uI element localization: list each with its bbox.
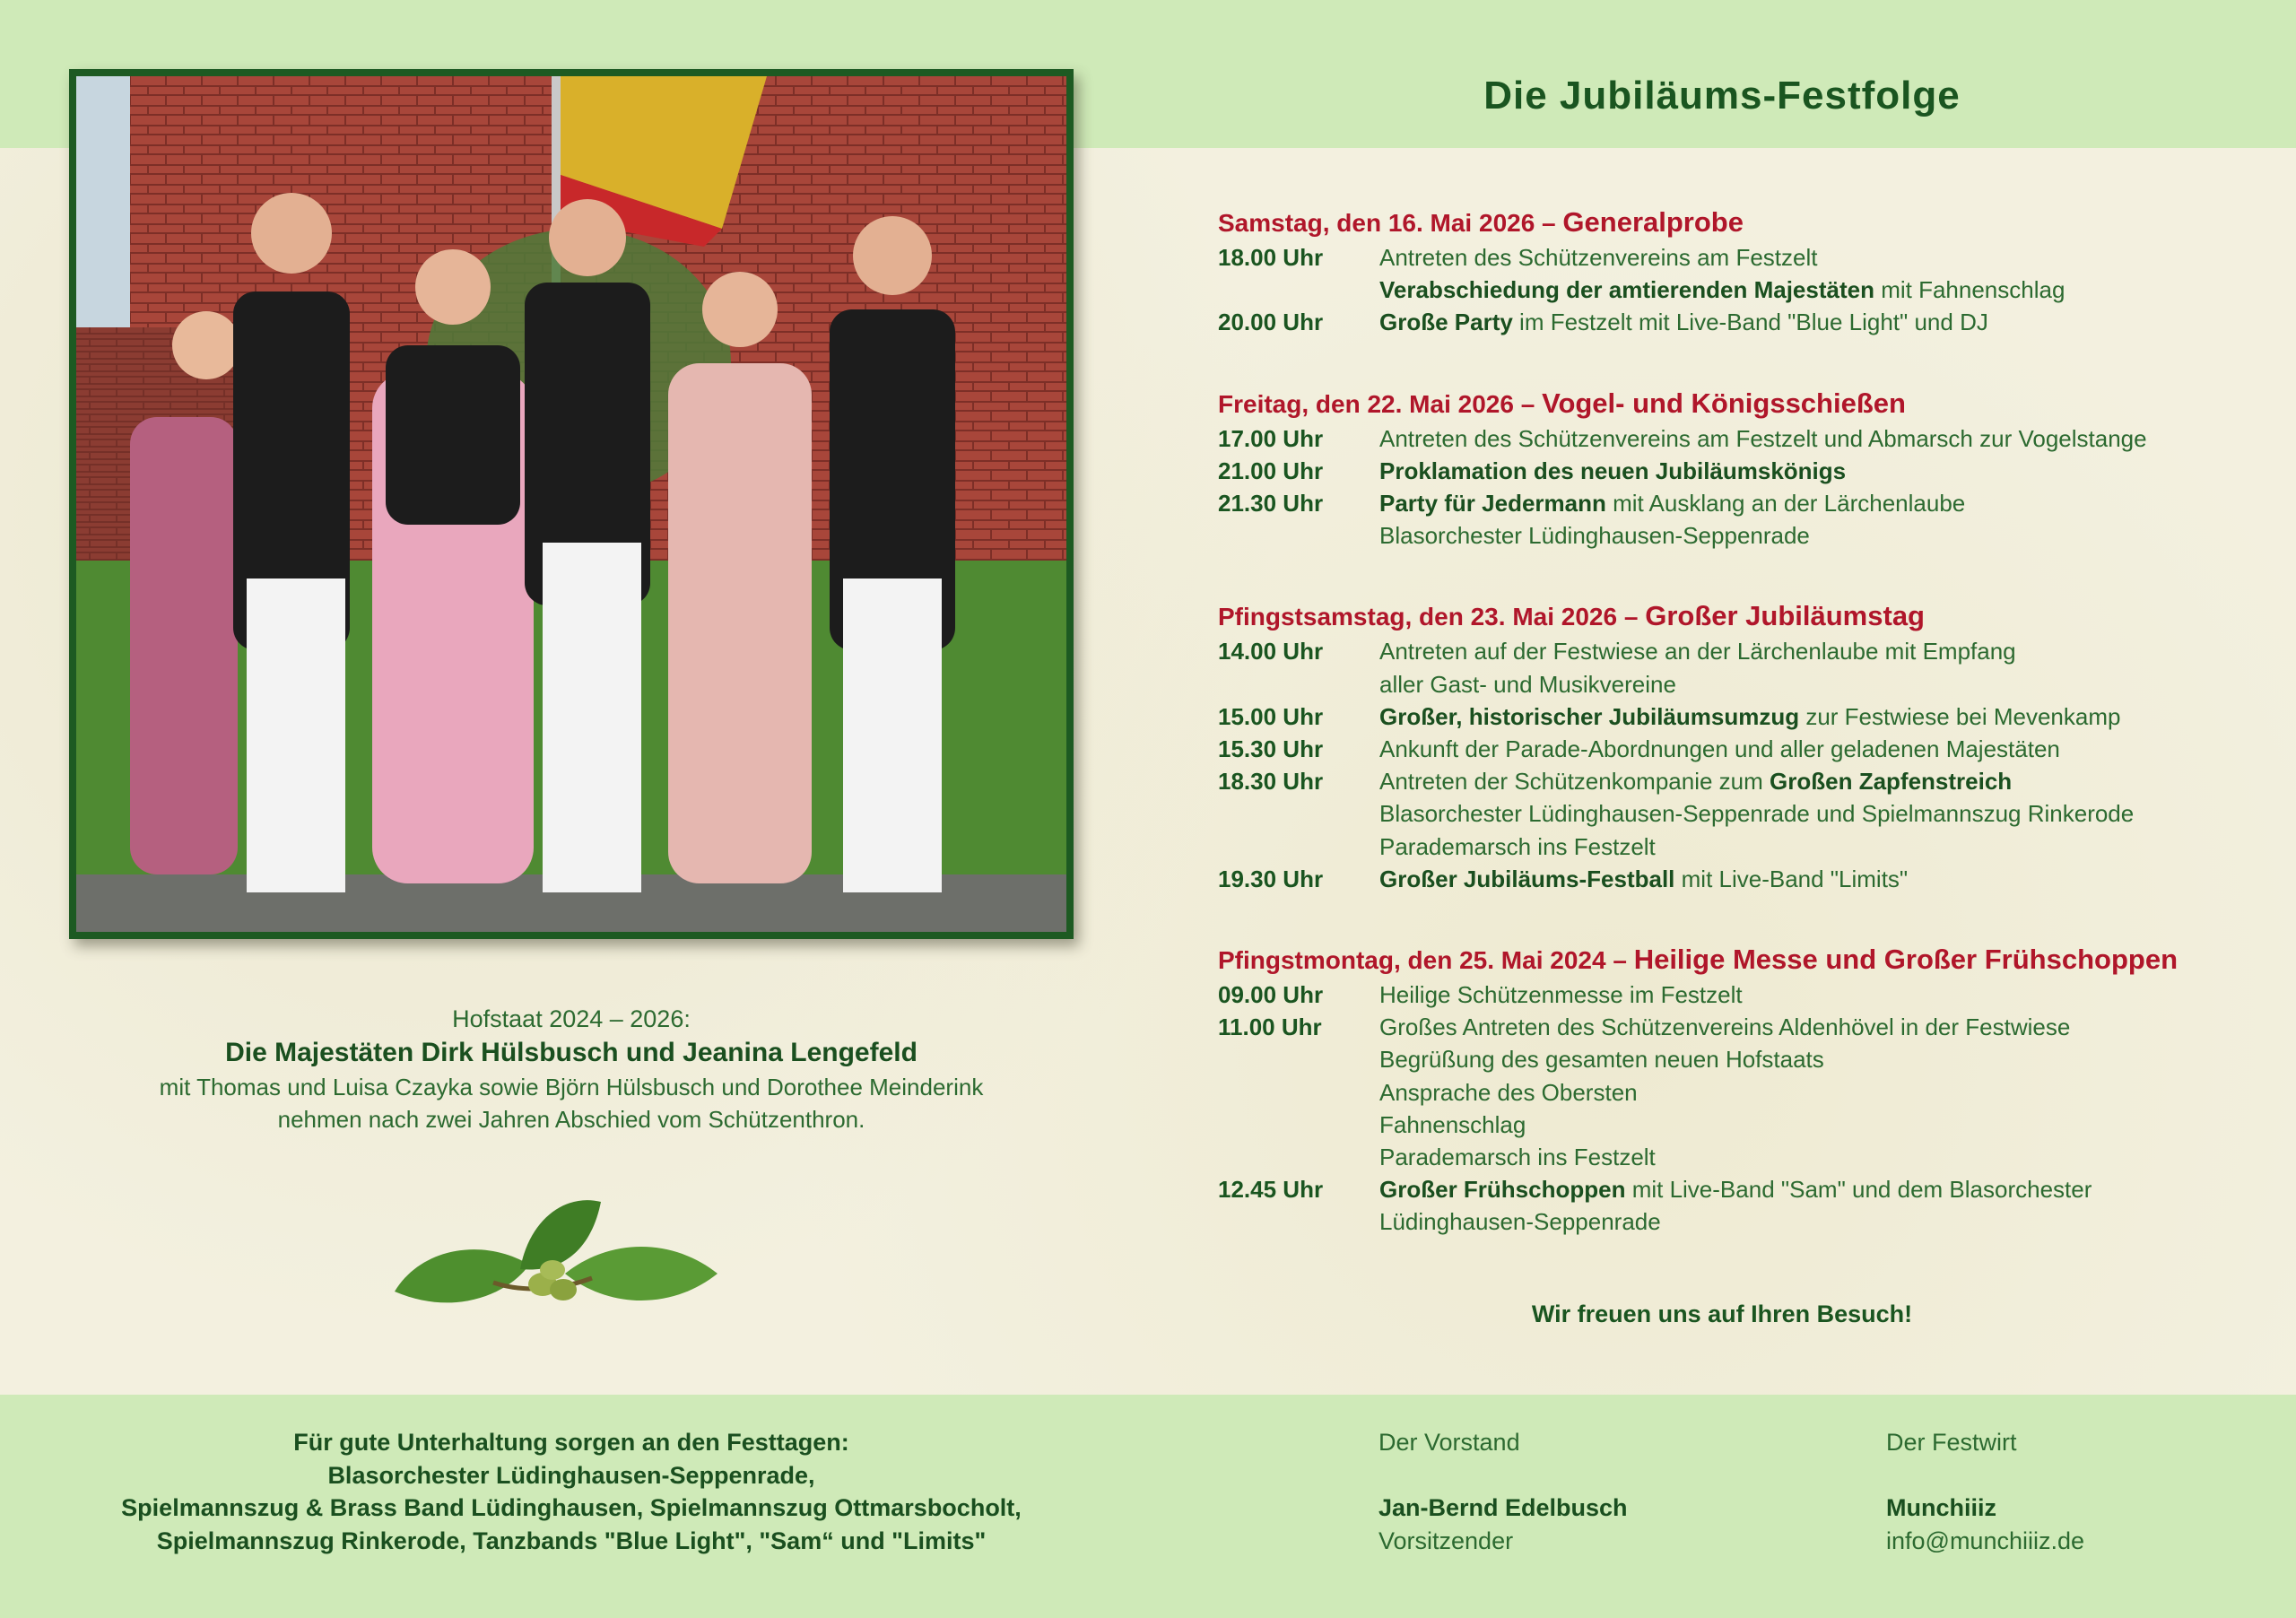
event-description [1379, 765, 2012, 797]
event-highlight: Große Party [1379, 309, 1513, 336]
thanks-note: Wir freuen uns auf Ihren Besuch! [1531, 1300, 1913, 1327]
schedule-row [1218, 979, 2276, 1011]
event-text: im Festzelt mit Live-Band "Blue Light" und DJ [1512, 309, 1988, 336]
event-text: Fahnenschlag [1379, 1110, 1526, 1138]
schedule-day [1218, 204, 2276, 339]
schedule-row [1218, 1205, 2276, 1238]
caption-court-members: mit Thomas und Luisa Czayka sowie Björn Hülsbusch und Dorothee Meinderink [159, 1074, 984, 1100]
schedule-row [1218, 274, 2276, 306]
schedule-row [1218, 241, 2276, 274]
event-text: mit Ausklang an der Lärchenlaube [1605, 490, 1966, 518]
schedule-row [1218, 1109, 2276, 1141]
event-description [1379, 455, 1846, 487]
schedule-row [1218, 1173, 2276, 1205]
schedule-row [1218, 863, 2276, 895]
host-role: Der Festwirt [1886, 1429, 2017, 1456]
schedule-row [1218, 1011, 2276, 1043]
event-text: zur Festwiese bei Mevenkamp [1799, 702, 2121, 730]
schedule-day [1218, 942, 2276, 1239]
event-time [1218, 274, 1379, 306]
credits-line: Spielmannszug Rinkerode, Tanzbands "Blue Light", "Sam“ und "Limits" [156, 1527, 987, 1554]
day-date: Pfingstsamstag, den 23. Mai 2026 – [1218, 603, 1639, 631]
caption-heading: Hofstaat 2024 – 2026: [452, 1005, 691, 1032]
event-description [1379, 241, 1817, 274]
schedule-day [1218, 598, 2276, 895]
event-time [1218, 1205, 1379, 1238]
oak-leaves-icon [386, 1184, 726, 1336]
event-description [1379, 1076, 1638, 1109]
event-time [1218, 668, 1379, 700]
event-text: Blasorchester Lüdinghausen-Seppenrade [1379, 522, 1810, 550]
event-time: 09.00 Uhr [1218, 981, 1324, 1009]
event-description [1379, 519, 1810, 552]
event-description [1379, 1109, 1526, 1141]
event-time [1218, 519, 1379, 552]
event-time: 18.00 Uhr [1218, 244, 1324, 271]
schedule-row [1218, 422, 2276, 455]
event-time [1218, 831, 1379, 863]
event-description [1379, 422, 2147, 455]
event-description [1379, 797, 2134, 830]
event-text: Ansprache des Obersten [1379, 1078, 1638, 1106]
event-highlight: Verabschiedung der amtierenden Majestäten [1379, 276, 1874, 304]
schedule-row [1218, 700, 2276, 733]
host-name: Munchiiiz [1886, 1494, 1996, 1521]
event-description [1379, 1011, 2070, 1043]
court-photo-frame [69, 69, 1074, 939]
day-event: Generalprobe [1562, 206, 1744, 238]
schedule-row [1218, 765, 2276, 797]
event-highlight: Großer, historischer Jubiläumsumzug [1379, 702, 1800, 730]
event-time [1218, 1109, 1379, 1141]
event-text: Antreten der Schützenkompanie zum [1379, 768, 1770, 796]
day-event: Vogel- und Königsschießen [1542, 387, 1906, 419]
page-title: Die Jubiläums-Festfolge [1483, 74, 1961, 117]
event-highlight: Großer Frühschoppen [1379, 1176, 1626, 1204]
credits-line: Spielmannszug & Brass Band Lüdinghausen, Spielmannszug Ottmarsbocholt, [121, 1494, 1022, 1521]
event-description [1379, 487, 1965, 519]
event-time: 15.30 Uhr [1218, 735, 1324, 763]
schedule-row [1218, 1043, 2276, 1075]
event-text: Antreten des Schützenvereins am Festzelt [1379, 244, 1818, 271]
schedule-row [1218, 635, 2276, 667]
event-time [1218, 797, 1379, 830]
event-text: mit Live-Band "Limits" [1674, 865, 1909, 892]
day-heading [1218, 942, 2276, 979]
day-heading [1218, 598, 2276, 635]
event-description [1379, 1173, 2092, 1205]
event-text: mit Fahnenschlag [1874, 276, 2066, 304]
day-event: Großer Jubiläumstag [1645, 600, 1925, 632]
event-description [1379, 274, 2065, 306]
event-text: Antreten des Schützenvereins am Festzelt und Abmarsch zur Vogelstange [1379, 424, 2147, 452]
schedule-day [1218, 386, 2276, 552]
board-title: Vorsitzender [1378, 1527, 1514, 1554]
event-text: Lüdinghausen-Seppenrade [1379, 1208, 1661, 1236]
schedule-row [1218, 797, 2276, 830]
event-time: 21.30 Uhr [1218, 490, 1324, 518]
host-signature [1886, 1426, 2084, 1557]
event-highlight: Großen Zapfenstreich [1770, 768, 2013, 796]
schedule-row [1218, 487, 2276, 519]
day-heading [1218, 204, 2276, 241]
board-signature [1378, 1426, 1628, 1557]
host-email-link[interactable]: info@munchiiiz.de [1886, 1527, 2085, 1554]
board-role: Der Vorstand [1378, 1429, 1520, 1456]
credits-line: Blasorchester Lüdinghausen-Seppenrade, [327, 1461, 815, 1489]
schedule-row [1218, 831, 2276, 863]
schedule-row [1218, 306, 2276, 338]
event-description [1379, 1205, 1661, 1238]
event-time: 14.00 Uhr [1218, 638, 1324, 665]
caption-majesties: Die Majestäten Dirk Hülsbusch und Jeanina Lengefeld [225, 1038, 918, 1067]
event-description [1379, 733, 2060, 765]
board-name: Jan-Bernd Edelbusch [1378, 1494, 1628, 1521]
court-photo [76, 76, 1066, 932]
event-time: 17.00 Uhr [1218, 424, 1324, 452]
schedule-row [1218, 519, 2276, 552]
event-text: Parademarsch ins Festzelt [1379, 1144, 1656, 1171]
event-time: 15.00 Uhr [1218, 702, 1324, 730]
event-description [1379, 831, 1656, 863]
caption-farewell: nehmen nach zwei Jahren Abschied vom Schützenthron. [277, 1106, 865, 1133]
schedule-row [1218, 1141, 2276, 1173]
event-time: 21.00 Uhr [1218, 457, 1324, 484]
event-text: Ankunft der Parade-Abordnungen und aller geladenen Majestäten [1379, 735, 2060, 763]
schedule-row [1218, 455, 2276, 487]
schedule-row [1218, 1076, 2276, 1109]
schedule [1218, 204, 2276, 1285]
day-heading [1218, 386, 2276, 422]
day-event: Heilige Messe und Großer Frühschoppen [1633, 944, 2179, 976]
event-highlight: Party für Jedermann [1379, 490, 1606, 518]
event-time [1218, 1076, 1379, 1109]
event-description [1379, 863, 1908, 895]
entertainment-credits [69, 1426, 1074, 1557]
event-text: Parademarsch ins Festzelt [1379, 832, 1656, 860]
event-time: 18.30 Uhr [1218, 768, 1324, 796]
court-caption [69, 1003, 1074, 1135]
event-time: 19.30 Uhr [1218, 865, 1324, 892]
day-date: Pfingstmontag, den 25. Mai 2024 – [1218, 946, 1627, 975]
event-time: 12.45 Uhr [1218, 1176, 1324, 1204]
event-text: Begrüßung des gesamten neuen Hofstaats [1379, 1046, 1824, 1074]
event-time: 20.00 Uhr [1218, 309, 1324, 336]
event-highlight: Großer Jubiläums-Festball [1379, 865, 1675, 892]
event-time: 11.00 Uhr [1218, 1013, 1322, 1041]
day-date: Freitag, den 22. Mai 2026 – [1218, 389, 1535, 418]
event-highlight: Proklamation des neuen Jubiläumskönigs [1379, 457, 1847, 484]
event-time [1218, 1141, 1379, 1173]
event-description [1379, 700, 2120, 733]
event-text: Großes Antreten des Schützenvereins Aldenhövel in der Festwiese [1379, 1013, 2071, 1041]
event-text: mit Live-Band "Sam" und dem Blasorchester [1625, 1176, 2092, 1204]
event-time [1218, 1043, 1379, 1075]
event-description [1379, 979, 1743, 1011]
credits-line: Für gute Unterhaltung sorgen an den Festtagen: [293, 1429, 849, 1456]
event-description [1379, 1043, 1824, 1075]
event-description [1379, 1141, 1656, 1173]
schedule-row [1218, 668, 2276, 700]
event-text: Antreten auf der Festwiese an der Lärchenlaube mit Empfang [1379, 638, 2016, 665]
event-text: aller Gast- und Musikvereine [1379, 670, 1676, 698]
event-description [1379, 668, 1676, 700]
event-description [1379, 306, 1988, 338]
court-photo-illustration [76, 76, 1066, 932]
day-date: Samstag, den 16. Mai 2026 – [1218, 209, 1556, 237]
event-text: Blasorchester Lüdinghausen-Seppenrade und Spielmannszug Rinkerode [1379, 800, 2135, 828]
schedule-row [1218, 733, 2276, 765]
event-text: Heilige Schützenmesse im Festzelt [1379, 981, 1743, 1009]
event-description [1379, 635, 2016, 667]
